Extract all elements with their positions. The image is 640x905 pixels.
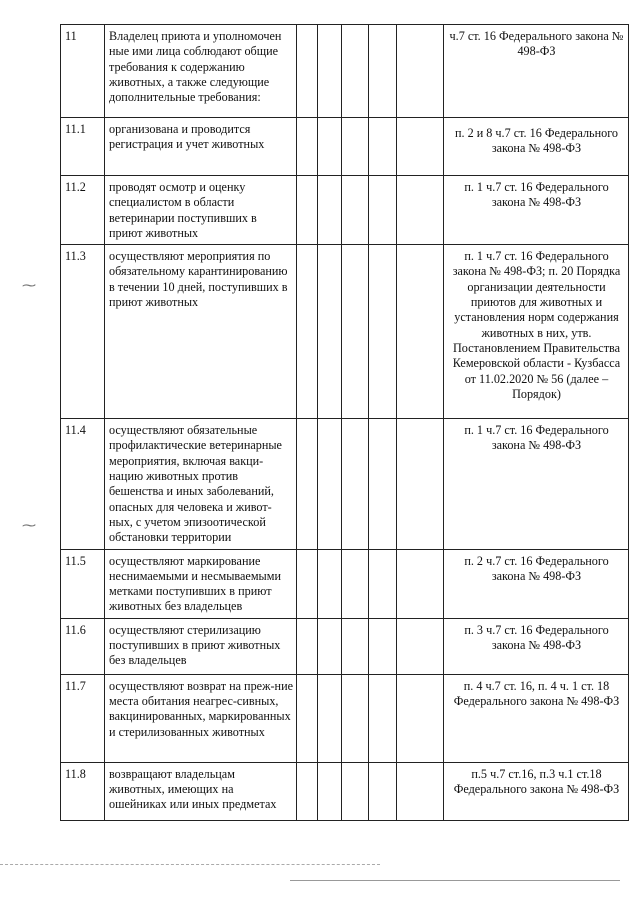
- row-number: 11.6: [61, 618, 105, 674]
- note-cell: [369, 549, 397, 618]
- requirement-text: осуществляют обязательные профилактические ветеринарные мероприятия, включая вакци-нацию животных против бешенства и иных заболеваний, опасных для человека и живот-ных, с учетом эпизоотической обстановки территории: [105, 419, 297, 549]
- comment-cell: [397, 674, 444, 762]
- no-cell: [318, 618, 342, 674]
- row-number: 11.2: [61, 176, 105, 245]
- table-row: [61, 674, 629, 762]
- requirement-text: возвращают владельцам животных, имеющих на ошейниках или иных предметах: [105, 762, 297, 820]
- legal-reference: п. 1 ч.7 ст. 16 Федерального закона № 498-ФЗ: [444, 176, 629, 245]
- legal-reference: п. 2 и 8 ч.7 ст. 16 Федерального закона № 498-ФЗ: [444, 118, 629, 176]
- na-cell: [342, 245, 369, 419]
- na-cell: [342, 25, 369, 118]
- na-cell: [342, 618, 369, 674]
- na-cell: [342, 118, 369, 176]
- row-number: 11: [61, 25, 105, 118]
- legal-reference: п. 3 ч.7 ст. 16 Федерального закона № 498-ФЗ: [444, 618, 629, 674]
- legal-reference: ч.7 ст. 16 Федерального закона № 498-ФЗ: [444, 25, 629, 118]
- yes-cell: [297, 762, 318, 820]
- note-cell: [369, 25, 397, 118]
- no-cell: [318, 549, 342, 618]
- table-row: [61, 25, 629, 118]
- no-cell: [318, 118, 342, 176]
- requirement-text: осуществляют маркирование неснимаемыми и несмываемыми метками поступивших в приют животных без владельцев: [105, 549, 297, 618]
- requirement-text: организована и проводится регистрация и учет животных: [105, 118, 297, 176]
- scan-mark-upper: ⁓: [22, 278, 36, 294]
- note-cell: [369, 245, 397, 419]
- note-cell: [369, 762, 397, 820]
- no-cell: [318, 762, 342, 820]
- requirement-text: Владелец приюта и уполномочен ные ими лица соблюдают общие требования к содержанию животных, а также следующие дополнительные требования:: [105, 25, 297, 118]
- legal-reference: п. 1 ч.7 ст. 16 Федерального закона № 498-ФЗ; п. 20 Порядка организации деятельности приютов для животных и установления норм содержания животных в них, утв. Постановлением Правительства Кемеровской области - Кузбасса от 11.02.2020 № 56 (далее – Порядок): [444, 245, 629, 419]
- row-number: 11.3: [61, 245, 105, 419]
- yes-cell: [297, 25, 318, 118]
- requirement-text: осуществляют стерилизацию поступивших в приют животных без владельцев: [105, 618, 297, 674]
- na-cell: [342, 762, 369, 820]
- note-cell: [369, 674, 397, 762]
- comment-cell: [397, 118, 444, 176]
- comment-cell: [397, 762, 444, 820]
- comment-cell: [397, 25, 444, 118]
- table-row: [61, 118, 629, 176]
- legal-reference: п.5 ч.7 ст.16, п.3 ч.1 ст.18 Федерального закона № 498-ФЗ: [444, 762, 629, 820]
- row-number: 11.7: [61, 674, 105, 762]
- yes-cell: [297, 674, 318, 762]
- yes-cell: [297, 419, 318, 549]
- no-cell: [318, 674, 342, 762]
- table-row: [61, 245, 629, 419]
- note-cell: [369, 176, 397, 245]
- scan-mark-lower: ⁓: [22, 518, 36, 534]
- comment-cell: [397, 176, 444, 245]
- table-row: [61, 762, 629, 820]
- no-cell: [318, 176, 342, 245]
- na-cell: [342, 419, 369, 549]
- row-number: 11.8: [61, 762, 105, 820]
- requirement-text: проводят осмотр и оценку специалистом в области ветеринарии поступивших в приют животных: [105, 176, 297, 245]
- table-row: [61, 176, 629, 245]
- na-cell: [342, 549, 369, 618]
- yes-cell: [297, 549, 318, 618]
- legal-reference: п. 4 ч.7 ст. 16, п. 4 ч. 1 ст. 18 Федерального закона № 498-ФЗ: [444, 674, 629, 762]
- requirement-text: осуществляют возврат на преж-ние места обитания неагрес-сивных, вакцинированных, маркированных и стерилизованных животных: [105, 674, 297, 762]
- comment-cell: [397, 618, 444, 674]
- row-number: 11.4: [61, 419, 105, 549]
- na-cell: [342, 674, 369, 762]
- scan-bottom-rule: [290, 880, 620, 881]
- yes-cell: [297, 118, 318, 176]
- comment-cell: [397, 549, 444, 618]
- no-cell: [318, 25, 342, 118]
- comment-cell: [397, 245, 444, 419]
- requirements-table: [60, 24, 629, 821]
- no-cell: [318, 419, 342, 549]
- table-row: [61, 419, 629, 549]
- row-number: 11.1: [61, 118, 105, 176]
- yes-cell: [297, 176, 318, 245]
- note-cell: [369, 618, 397, 674]
- na-cell: [342, 176, 369, 245]
- legal-reference: п. 2 ч.7 ст. 16 Федерального закона № 498-ФЗ: [444, 549, 629, 618]
- note-cell: [369, 118, 397, 176]
- comment-cell: [397, 419, 444, 549]
- table-row: [61, 618, 629, 674]
- table-row: [61, 549, 629, 618]
- row-number: 11.5: [61, 549, 105, 618]
- scan-dashed-line: [0, 864, 380, 865]
- requirement-text: осуществляют мероприятия по обязательному карантинированию в течении 10 дней, поступивших в приют животных: [105, 245, 297, 419]
- note-cell: [369, 419, 397, 549]
- yes-cell: [297, 618, 318, 674]
- yes-cell: [297, 245, 318, 419]
- no-cell: [318, 245, 342, 419]
- legal-reference: п. 1 ч.7 ст. 16 Федерального закона № 498-ФЗ: [444, 419, 629, 549]
